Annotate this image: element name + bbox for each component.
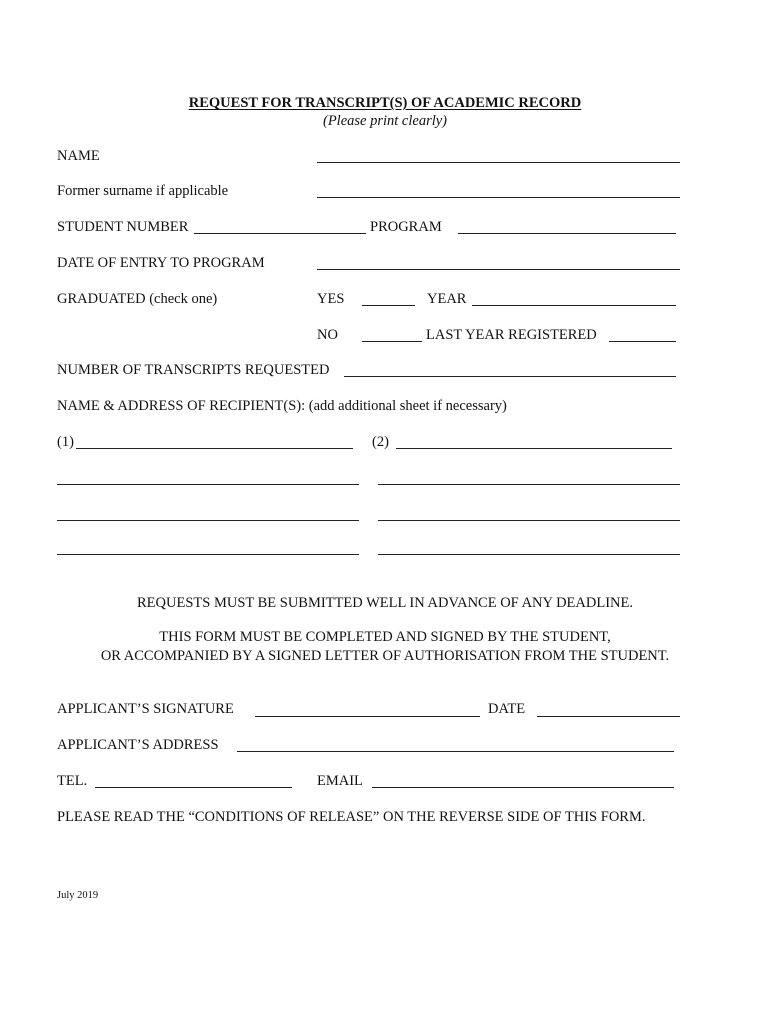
date-label: DATE: [488, 701, 526, 717]
recipient-2-label: (2): [372, 434, 389, 450]
form-subtitle: (Please print clearly): [322, 113, 447, 129]
notice-signed-line1: THIS FORM MUST BE COMPLETED AND SIGNED BY THE STUDENT,: [159, 629, 611, 645]
recipient-1-line-3[interactable]: [57, 520, 359, 521]
last-year-registered-label: LAST YEAR REGISTERED: [426, 327, 597, 343]
recipient-2-line-2[interactable]: [378, 484, 680, 485]
yes-checkbox-line[interactable]: [362, 305, 415, 306]
date-of-entry-field[interactable]: [317, 269, 680, 270]
footer-date: July 2019: [57, 890, 99, 901]
notice-signed-line2: OR ACCOMPANIED BY A SIGNED LETTER OF AUTHORISATION FROM THE STUDENT.: [100, 648, 670, 664]
applicant-signature-field[interactable]: [255, 716, 480, 717]
number-of-transcripts-label: NUMBER OF TRANSCRIPTS REQUESTED: [57, 362, 330, 378]
email-field[interactable]: [372, 787, 674, 788]
student-number-field[interactable]: [194, 233, 366, 234]
number-of-transcripts-field[interactable]: [344, 376, 676, 377]
recipients-label: NAME & ADDRESS OF RECIPIENT(S): (add additional sheet if necessary): [57, 398, 507, 414]
conditions-notice: PLEASE READ THE “CONDITIONS OF RELEASE” ON THE REVERSE SIDE OF THIS FORM.: [57, 809, 646, 825]
applicant-address-label: APPLICANT’S ADDRESS: [57, 737, 219, 753]
date-field[interactable]: [537, 716, 680, 717]
form-title: REQUEST FOR TRANSCRIPT(S) OF ACADEMIC RECORD: [188, 95, 582, 111]
program-label: PROGRAM: [370, 219, 442, 235]
notice-advance: REQUESTS MUST BE SUBMITTED WELL IN ADVANCE OF ANY DEADLINE.: [137, 595, 633, 611]
email-label: EMAIL: [317, 773, 363, 789]
name-label: NAME: [57, 148, 100, 164]
recipient-1-line-2[interactable]: [57, 484, 359, 485]
tel-label: TEL.: [57, 773, 88, 789]
recipient-2-line-3[interactable]: [378, 520, 680, 521]
no-label: NO: [317, 327, 338, 343]
former-surname-label: Former surname if applicable: [57, 183, 229, 199]
date-of-entry-label: DATE OF ENTRY TO PROGRAM: [57, 255, 265, 271]
graduated-label: GRADUATED (check one): [57, 291, 218, 307]
yes-label: YES: [317, 291, 345, 307]
applicant-signature-label: APPLICANT’S SIGNATURE: [57, 701, 234, 717]
year-label: YEAR: [427, 291, 467, 307]
recipient-1-line-4[interactable]: [57, 554, 359, 555]
tel-field[interactable]: [95, 787, 292, 788]
recipient-1-line-1[interactable]: [76, 448, 353, 449]
former-surname-field[interactable]: [317, 197, 680, 198]
student-number-label: STUDENT NUMBER: [57, 219, 189, 235]
last-year-registered-field[interactable]: [609, 341, 676, 342]
recipient-2-line-1[interactable]: [396, 448, 672, 449]
recipient-1-label: (1): [57, 434, 74, 450]
name-field[interactable]: [317, 162, 680, 163]
program-field[interactable]: [458, 233, 676, 234]
year-field[interactable]: [472, 305, 676, 306]
applicant-address-field[interactable]: [237, 751, 674, 752]
recipient-2-line-4[interactable]: [378, 554, 680, 555]
no-checkbox-line[interactable]: [362, 341, 422, 342]
